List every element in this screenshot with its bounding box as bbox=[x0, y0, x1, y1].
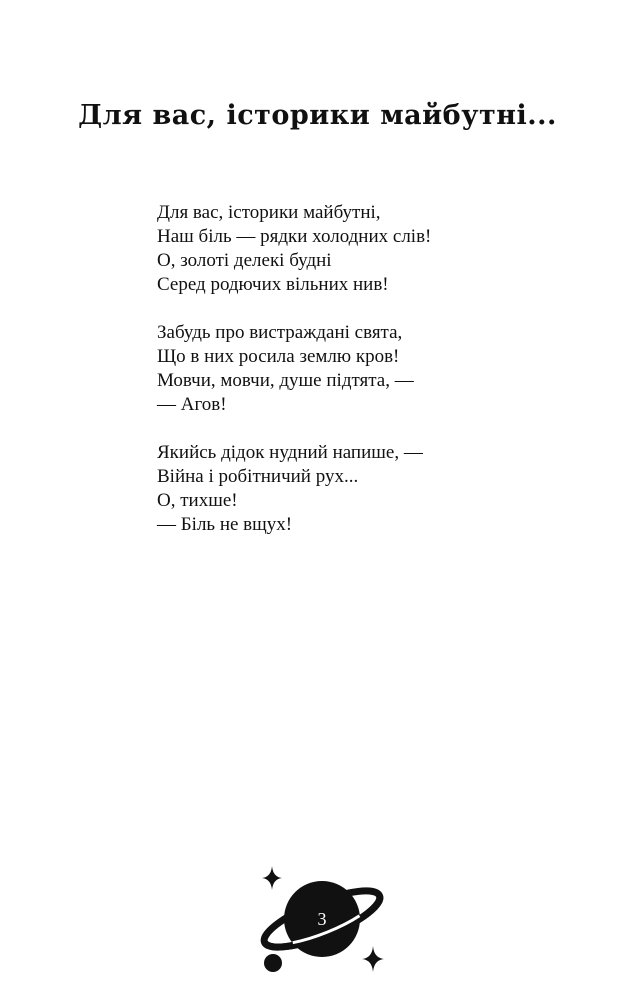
poem-line: Війна і робітничий рух... bbox=[157, 466, 359, 487]
poem bbox=[157, 201, 577, 561]
poem-line: О, тихше! bbox=[157, 490, 238, 511]
page-number: 3 bbox=[317, 909, 327, 929]
poem-line: — Агов! bbox=[157, 394, 227, 415]
poem-line: Якийсь дідок нудний напише, — bbox=[157, 442, 423, 463]
poem-line: Забудь про вистраждані свята, bbox=[157, 322, 403, 343]
poem-line: Що в них росила землю кров! bbox=[157, 346, 400, 367]
poem-line: Для вас, історики майбутні, bbox=[157, 202, 381, 223]
poem-line: О, золоті делекі будні bbox=[157, 250, 332, 271]
stanza-3 bbox=[157, 441, 577, 537]
poem-line: Наш біль — рядки холодних слів! bbox=[157, 226, 432, 247]
poem-line: — Біль не вщух! bbox=[157, 514, 293, 535]
stanza-1 bbox=[157, 201, 577, 297]
stanza-2 bbox=[157, 321, 577, 417]
poem-line: Мовчи, мовчи, душе підтята, — bbox=[157, 370, 414, 391]
page-title: Для вас, історики майбутні... bbox=[78, 100, 557, 131]
poem-line: Серед родючих вільних нив! bbox=[157, 274, 389, 295]
